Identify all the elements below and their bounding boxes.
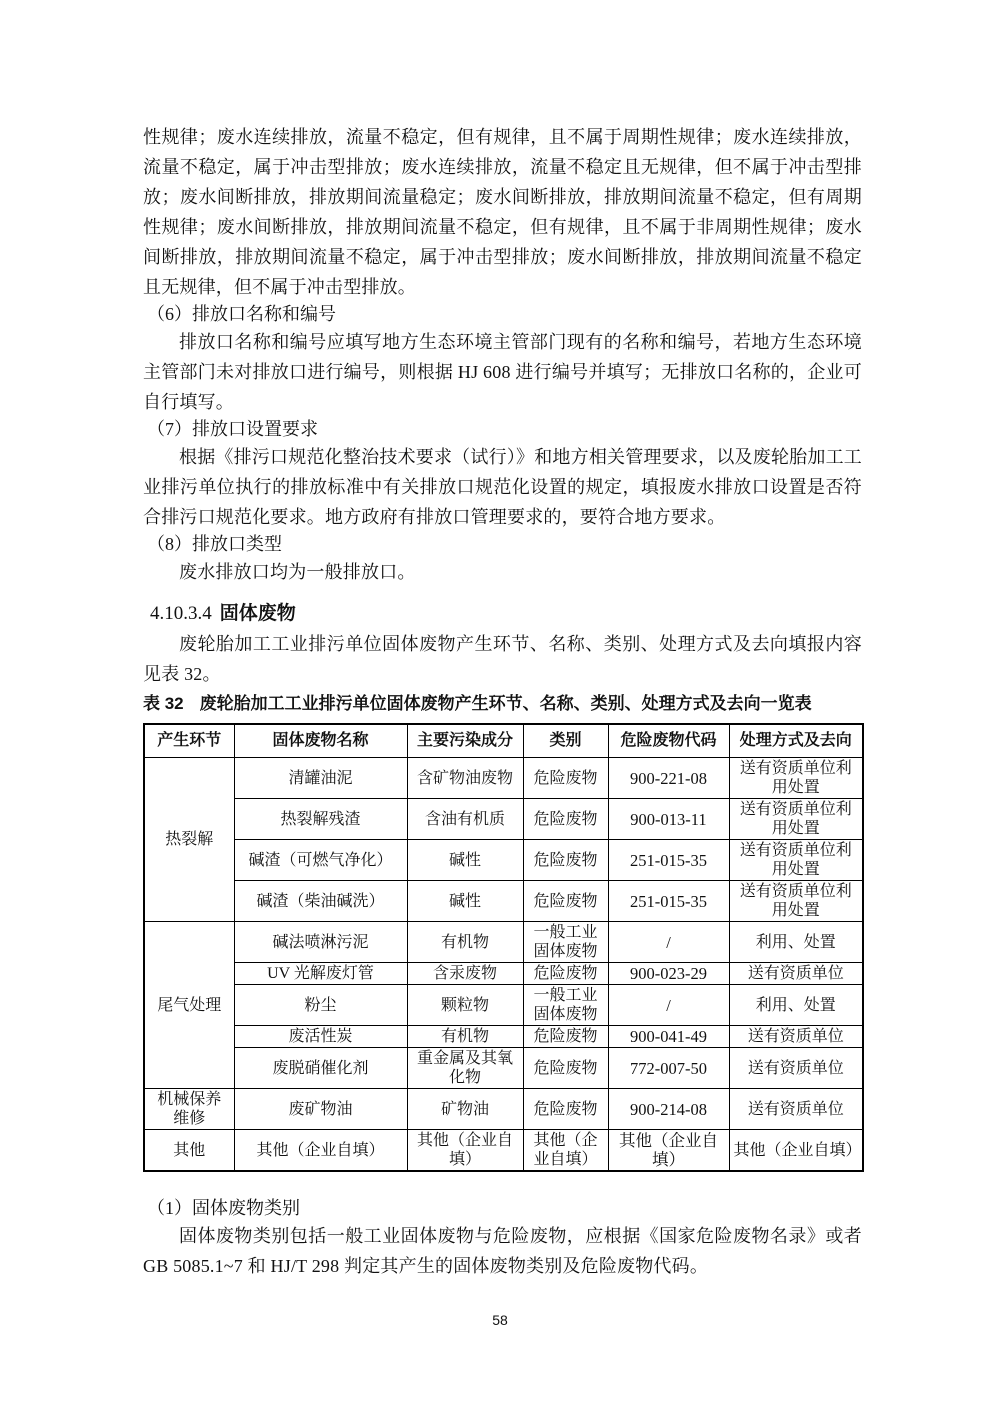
cell-pollutant-component: 有机物 [407, 922, 523, 963]
table-caption [143, 689, 862, 719]
cell-category: 危险废物 [523, 881, 608, 922]
table-row [144, 985, 863, 1026]
cell-pollutant-component: 其他（企业自填） [407, 1130, 523, 1172]
paragraph-solid-waste-intro: 废轮胎加工工业排污单位固体废物产生环节、名称、类别、处理方式及去向填报内容见表 32。 [143, 634, 862, 684]
cell-waste-name: 废矿物油 [234, 1089, 407, 1130]
cell-waste-name: 废脱硝催化剂 [234, 1048, 407, 1089]
cell-stage: 机械保养维修 [144, 1089, 234, 1130]
cell-pollutant-component: 碱性 [407, 881, 523, 922]
cell-disposal: 送有资质单位利用处置 [729, 881, 863, 922]
cell-hazard-code: / [608, 922, 729, 963]
paragraph-outlet-type: 废水排放口均为一般排放口。 [179, 562, 416, 582]
cell-category: 危险废物 [523, 840, 608, 881]
subsection-title: 固体废物 [219, 603, 296, 624]
table-row [144, 1130, 863, 1172]
cell-category: 危险废物 [523, 758, 608, 799]
cell-hazard-code: 900-214-08 [608, 1089, 729, 1130]
cell-disposal: 送有资质单位 [729, 1026, 863, 1048]
cell-disposal: 送有资质单位 [729, 1089, 863, 1130]
paragraph-outlet-name-number: 排放口名称和编号应填写地方生态环境主管部门现有的名称和编号，若地方生态环境主管部门未对排放口进行编号，则根据 HJ 608 进行编号并填写；无排放口名称的，企业可自行填写。 [143, 332, 862, 412]
table-row [144, 881, 863, 922]
cell-hazard-code: 900-041-49 [608, 1026, 729, 1048]
cell-waste-name: 清罐油泥 [234, 758, 407, 799]
cell-pollutant-component: 矿物油 [407, 1089, 523, 1130]
cell-category: 一般工业固体废物 [523, 922, 608, 963]
header-disposal: 处理方式及去向 [729, 724, 863, 758]
table-row [144, 1048, 863, 1089]
table-row [144, 840, 863, 881]
page-number: 58 [492, 1312, 508, 1328]
cell-disposal: 利用、处置 [729, 985, 863, 1026]
cell-waste-name: 废活性炭 [234, 1026, 407, 1048]
cell-waste-name: UV 光解废灯管 [234, 963, 407, 985]
table-header-row [144, 724, 863, 758]
cell-pollutant-component: 重金属及其氧化物 [407, 1048, 523, 1089]
cell-pollutant-component: 有机物 [407, 1026, 523, 1048]
cell-waste-name: 热裂解残渣 [234, 799, 407, 840]
cell-hazard-code: 其他（企业自填） [608, 1130, 729, 1172]
table-row [144, 1089, 863, 1130]
table-row [144, 1026, 863, 1048]
table-caption-label: 表 32 [143, 694, 184, 713]
page-content [143, 122, 862, 1281]
table-caption-text: 废轮胎加工工业排污单位固体废物产生环节、名称、类别、处理方式及去向一览表 [199, 694, 812, 713]
cell-disposal: 送有资质单位 [729, 963, 863, 985]
subsection-heading-solid-waste [143, 599, 862, 629]
cell-pollutant-component: 含汞废物 [407, 963, 523, 985]
heading-outlet-type: （8）排放口类型 [147, 534, 282, 554]
table-row [144, 758, 863, 799]
solid-waste-table [143, 723, 864, 1172]
paragraph-outlet-setup-requirements: 根据《排污口规范化整治技术要求（试行）》和地方相关管理要求，以及废轮胎加工工业排污单位执行的排放标准中有关排放口规范化设置的规定，填报废水排放口设置是否符合排污口规范化要求。地方政府有排放口管理要求的，要符合地方要求。 [143, 447, 862, 527]
cell-waste-name: 其他（企业自填） [234, 1130, 407, 1172]
cell-category: 危险废物 [523, 1048, 608, 1089]
table-row [144, 922, 863, 963]
cell-category: 危险废物 [523, 1089, 608, 1130]
cell-hazard-code: 251-015-35 [608, 881, 729, 922]
cell-waste-name: 碱渣（可燃气净化） [234, 840, 407, 881]
cell-category: 一般工业固体废物 [523, 985, 608, 1026]
cell-waste-name: 碱法喷淋污泥 [234, 922, 407, 963]
table-row [144, 963, 863, 985]
cell-waste-name: 碱渣（柴油碱洗） [234, 881, 407, 922]
table-row [144, 799, 863, 840]
header-hazard-code: 危险废物代码 [608, 724, 729, 758]
cell-pollutant-component: 含油有机质 [407, 799, 523, 840]
cell-disposal: 利用、处置 [729, 922, 863, 963]
cell-stage: 其他 [144, 1130, 234, 1172]
cell-pollutant-component: 含矿物油废物 [407, 758, 523, 799]
cell-stage: 尾气处理 [144, 922, 234, 1089]
cell-category: 危险废物 [523, 963, 608, 985]
cell-hazard-code: 772-007-50 [608, 1048, 729, 1089]
cell-disposal: 送有资质单位利用处置 [729, 758, 863, 799]
cell-stage: 热裂解 [144, 758, 234, 922]
cell-hazard-code: 900-221-08 [608, 758, 729, 799]
cell-disposal: 送有资质单位 [729, 1048, 863, 1089]
paragraph-solid-waste-category: 固体废物类别包括一般工业固体废物与危险废物，应根据《国家危险废物名录》或者 GB 5085.1~7 和 HJ/T 298 判定其产生的固体废物类别及危险废物代码。 [143, 1226, 862, 1276]
cell-pollutant-component: 颗粒物 [407, 985, 523, 1026]
header-waste-name: 固体废物名称 [234, 724, 407, 758]
cell-waste-name: 粉尘 [234, 985, 407, 1026]
heading-outlet-setup-requirements: （7）排放口设置要求 [147, 419, 318, 439]
cell-category: 危险废物 [523, 1026, 608, 1048]
cell-pollutant-component: 碱性 [407, 840, 523, 881]
header-stage: 产生环节 [144, 724, 234, 758]
subsection-number: 4.10.3.4 [150, 603, 212, 624]
cell-category: 其他（企业自填） [523, 1130, 608, 1172]
cell-hazard-code: 900-013-11 [608, 799, 729, 840]
header-category: 类别 [523, 724, 608, 758]
cell-disposal: 送有资质单位利用处置 [729, 799, 863, 840]
heading-outlet-name-number: （6）排放口名称和编号 [147, 304, 336, 324]
cell-disposal: 送有资质单位利用处置 [729, 840, 863, 881]
cell-hazard-code: 251-015-35 [608, 840, 729, 881]
cell-hazard-code: 900-023-29 [608, 963, 729, 985]
waste-table-body [144, 758, 863, 1172]
heading-solid-waste-category: （1）固体废物类别 [147, 1198, 300, 1218]
cell-hazard-code: / [608, 985, 729, 1026]
header-pollutant-component: 主要污染成分 [407, 724, 523, 758]
cell-category: 危险废物 [523, 799, 608, 840]
cell-disposal: 其他（企业自填） [729, 1130, 863, 1172]
continuation-paragraph: 性规律；废水连续排放，流量不稳定，但有规律，且不属于周期性规律；废水连续排放，流量不稳定，属于冲击型排放；废水连续排放，流量不稳定且无规律，但不属于冲击型排放；废水间断排放，排放期间流量稳定；废水间断排放，排放期间流量不稳定，但有周期性规律；废水间断排放，排放期间流量不稳定，但有规律，且不属于非周期性规律；废水间断排放，排放期间流量不稳定，属于冲击型排放；废水间断排放，排放期间流量不稳定且无规律，但不属于冲击型排放。 [143, 127, 862, 297]
